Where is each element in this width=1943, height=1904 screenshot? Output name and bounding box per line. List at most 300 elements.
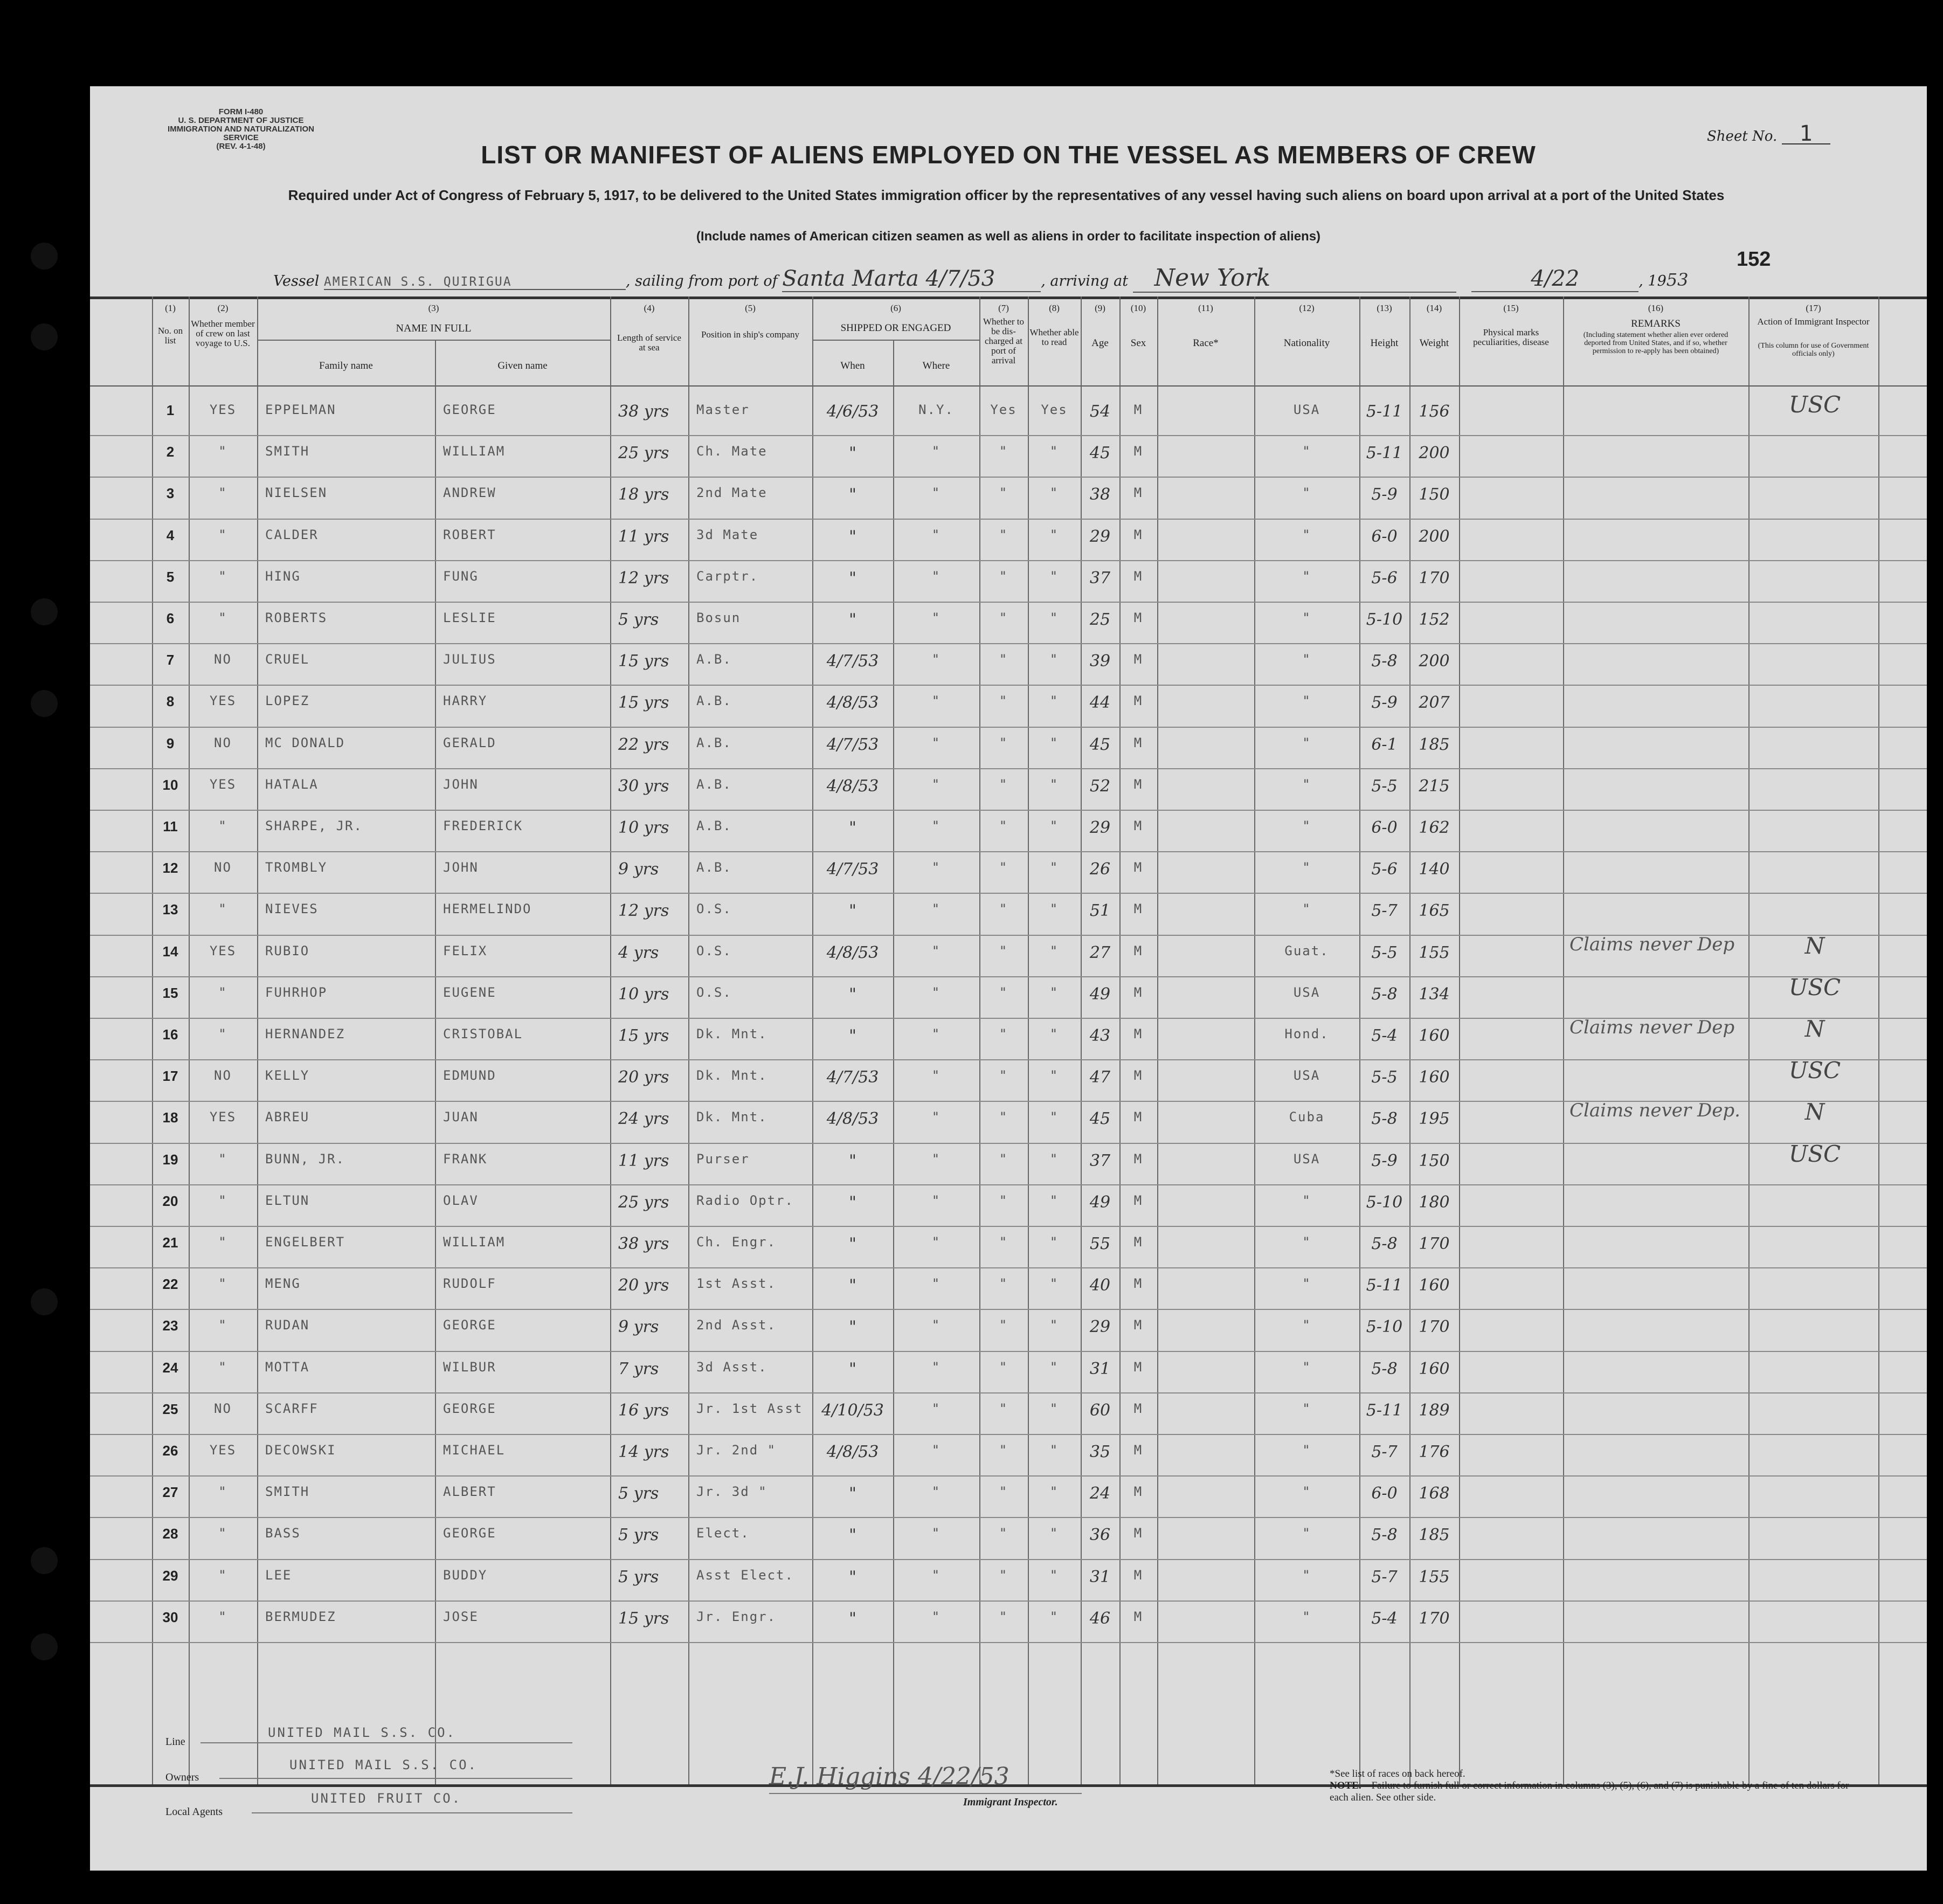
cell-family: NIELSEN [265,485,328,501]
cell-nat: " [1302,568,1311,584]
cell-no: 8 [166,693,175,710]
cell-family: MOTTA [265,1359,310,1375]
cell-height: 6-0 [1371,1484,1398,1503]
cell-no: 17 [162,1068,178,1085]
cell-age: 35 [1089,1443,1111,1461]
header-shipped-engaged: SHIPPED OR ENGAGED [840,322,951,334]
header-nationality: Nationality [1283,337,1330,349]
cell-height: 5-5 [1371,776,1398,796]
page-title: LIST OR MANIFEST OF ALIENS EMPLOYED ON THE VESSEL AS MEMBERS OF CREW [481,141,1536,169]
cell-no: 9 [166,735,175,751]
cell-position: Dk. Mnt. [696,1109,767,1125]
cell-height: 5-8 [1371,1526,1398,1545]
cell-service: 20 yrs [618,1068,669,1087]
cell-sex: M [1133,1526,1143,1541]
cell-action: USC [1788,974,1841,1001]
cell-service: 11 yrs [618,1151,669,1170]
cell-given: MICHAEL [443,1443,506,1458]
cell-disch: " [999,1567,1008,1583]
cell-height: 5-9 [1371,693,1398,713]
cell-when: " [849,1484,856,1503]
column-divider [688,296,689,1784]
arriving-label: , arriving at [1041,273,1129,289]
cell-family: MC DONALD [265,735,345,750]
cell-where: " [931,1068,941,1084]
cell-no: 13 [162,901,178,918]
cell-last: YES [209,1109,237,1125]
col-num-3: (3) [428,303,439,313]
cell-service: 5 yrs [618,610,659,629]
cell-sex: M [1133,568,1143,584]
cell-when: " [849,1192,856,1212]
cell-read: " [1049,1484,1059,1500]
cell-no: 23 [162,1317,178,1334]
cell-read: " [1049,818,1059,833]
cell-where: " [931,1192,941,1208]
cell-when: 4/6/53 [826,402,879,421]
row-rule [90,810,1927,811]
row-rule [90,1642,1927,1643]
cell-when: " [849,1026,856,1045]
cell-given: ANDREW [443,485,496,501]
cell-nat: " [1302,1192,1311,1208]
cell-service: 38 yrs [618,1234,669,1253]
cell-age: 47 [1089,1068,1111,1087]
revision: (REV. 4-1-48) [216,142,266,151]
page-subtitle: Required under Act of Congress of February 5, 1917, to be delivered to the United States immigration officer by the representatives of any vessel having such aliens on board upon arrival at a port of the United States [288,187,1725,203]
cell-age: 31 [1089,1359,1111,1378]
cell-read: " [1049,610,1059,625]
header-length-of-service: Length of service at sea [617,333,681,353]
cell-read: " [1049,735,1059,750]
header-discharged: Whether to be dis-charged at port of arrival [983,316,1024,365]
cell-last: NO [214,860,232,875]
cell-where: " [931,1484,941,1500]
cell-last: YES [209,943,237,958]
cell-disch: " [999,1609,1008,1624]
cell-age: 49 [1089,984,1111,1004]
cell-no: 6 [166,610,175,626]
cell-given: GEORGE [443,1317,496,1333]
col-num-17: (17) [1806,303,1821,313]
cell-weight: 195 [1419,1109,1450,1129]
page-subnote: (Include names of American citizen seamen as well as aliens in order to facilitate inspection of aliens) [696,229,1321,244]
cell-position: O.S. [696,984,732,1000]
header-position: Position in ship's company [701,329,800,340]
cell-sex: M [1133,1026,1143,1041]
cell-last: NO [214,652,232,667]
header-weight: Weight [1419,337,1449,349]
cell-service: 5 yrs [618,1484,659,1503]
cell-service: 18 yrs [618,485,669,505]
cell-when: 4/8/53 [826,776,879,796]
cell-nat: " [1302,1276,1311,1292]
cell-height: 5-8 [1371,984,1398,1004]
row-rule [90,1226,1927,1227]
cell-no: 4 [166,527,175,543]
cell-weight: 165 [1419,901,1450,921]
cell-read: " [1049,1567,1059,1583]
cell-family: RUDAN [265,1317,310,1333]
col-num-5: (5) [745,303,756,313]
header-physical-marks: Physical marks peculiarities, disease [1473,327,1549,347]
cell-service: 15 yrs [618,1026,669,1045]
col-num-1: (1) [165,303,176,313]
cell-nat: " [1302,527,1311,542]
cell-when: 4/7/53 [826,860,879,879]
owners-label: Owners [165,1771,199,1783]
cell-sex: M [1133,527,1143,542]
cell-age: 31 [1089,1567,1111,1586]
row-rule [90,685,1927,686]
cell-given: JUAN [443,1109,479,1125]
header-remarks: REMARKS [1631,318,1681,329]
cell-disch: " [999,444,1008,459]
form-number: FORM I-480 [218,107,264,116]
cell-height: 5-10 [1366,610,1403,629]
cell-last: NO [214,1068,232,1084]
cell-where: " [931,943,941,958]
arriving-at: New York [1133,264,1456,293]
cell-age: 52 [1089,776,1111,796]
cell-sex: M [1133,652,1143,667]
cell-nat: " [1302,485,1311,501]
cell-no: 7 [166,652,175,668]
cell-position: Radio Optr. [696,1192,794,1208]
inspector-label: Immigrant Inspector. [963,1796,1058,1808]
cell-family: ELTUN [265,1192,310,1208]
cell-when: 4/8/53 [826,1109,879,1129]
cell-last: " [218,1234,227,1250]
cell-sex: M [1133,1567,1143,1583]
cell-disch: " [999,1401,1008,1416]
cell-service: 11 yrs [618,527,669,546]
cell-disch: " [999,1192,1008,1208]
cell-sex: M [1133,1192,1143,1208]
punch-hole [31,243,58,270]
department: U. S. DEPARTMENT OF JUSTICE [178,116,304,125]
cell-position: 1st Asst. [696,1276,777,1292]
row-rule [90,1059,1927,1060]
cell-when: " [849,1151,856,1170]
owners-value: UNITED MAIL S.S. CO. [289,1757,478,1772]
cell-nat: USA [1293,984,1320,1000]
row-rule [90,1351,1927,1352]
cell-when: 4/7/53 [826,652,879,671]
cell-position: O.S. [696,901,732,917]
cell-action: N [1804,1099,1825,1126]
cell-height: 6-0 [1371,818,1398,837]
cell-read: " [1049,1359,1059,1375]
cell-where: " [931,527,941,542]
cell-sex: M [1133,984,1143,1000]
arrival-date: 4/22 [1471,266,1638,292]
cell-height: 5-11 [1366,444,1403,463]
header-remarks-note: (Including statement whether alien ever ordered deported from United States, and if so, whether permission to re-apply has been obtained) [1583,331,1728,355]
cell-height: 5-11 [1366,1401,1403,1420]
cell-when: " [849,568,856,588]
cell-when: " [849,1567,856,1586]
cell-last: " [218,1609,227,1624]
cell-disch: " [999,1276,1008,1292]
cell-age: 39 [1089,652,1111,671]
cell-read: " [1049,1443,1059,1458]
cell-given: WILLIAM [443,1234,506,1250]
cell-nat: USA [1293,1151,1320,1167]
cell-age: 60 [1089,1401,1111,1420]
cell-family: RUBIO [265,943,310,958]
cell-read: " [1049,943,1059,958]
cell-position: Ch. Mate [696,444,767,459]
cell-nat: " [1302,1317,1311,1333]
cell-no: 24 [162,1359,178,1376]
header-bottom-rule [90,385,1927,387]
cell-weight: 170 [1419,1609,1450,1628]
cell-height: 5-8 [1371,652,1398,671]
cell-where: " [931,984,941,1000]
cell-disch: " [999,984,1008,1000]
header-sex: Sex [1130,337,1146,349]
cell-sex: M [1133,735,1143,750]
cell-disch: " [999,818,1008,833]
cell-age: 27 [1089,943,1111,962]
cell-weight: 170 [1419,1234,1450,1253]
cell-sex: M [1133,444,1143,459]
cell-family: CALDER [265,527,319,542]
cell-age: 29 [1089,527,1111,546]
arrival-year: 53 [1666,270,1689,290]
cell-sex: M [1133,1317,1143,1333]
cell-action: N [1804,932,1825,959]
cell-service: 10 yrs [618,984,669,1004]
cell-no: 15 [162,984,178,1001]
cell-nat: " [1302,1359,1311,1375]
cell-when: 4/7/53 [826,1068,879,1087]
cell-read: " [1049,901,1059,917]
cell-nat: " [1302,860,1311,875]
cell-read: " [1049,1317,1059,1333]
cell-sex: M [1133,1401,1143,1416]
cell-weight: 162 [1419,818,1450,837]
cell-given: BUDDY [443,1567,488,1583]
cell-where: " [931,693,941,709]
cell-family: KELLY [265,1068,310,1084]
cell-no: 26 [162,1443,178,1459]
cell-given: JOSE [443,1609,479,1624]
cell-action: USC [1788,1057,1841,1084]
cell-where: " [931,1317,941,1333]
cell-height: 5-5 [1371,1068,1398,1087]
cell-age: 40 [1089,1276,1111,1295]
cell-sex: M [1133,1359,1143,1375]
cell-nat: " [1302,1401,1311,1416]
cell-position: Master [696,402,750,417]
header-no-on-list: No. on list [157,326,183,346]
cell-where: N.Y. [918,402,954,417]
cell-age: 29 [1089,1317,1111,1337]
cell-given: GERALD [443,735,496,750]
cell-read: " [1049,1068,1059,1084]
vessel-label: Vessel [273,273,320,289]
stamp-number: 152 [1737,248,1771,271]
fine-note [1330,1780,1869,1804]
cell-where: " [931,776,941,792]
cell-nat: Guat. [1284,943,1329,958]
cell-sex: M [1133,943,1143,958]
cell-weight: 160 [1419,1068,1450,1087]
cell-position: Jr. 3d " [696,1484,767,1500]
cell-position: Ch. Engr. [696,1234,777,1250]
cell-service: 22 yrs [618,735,669,754]
cell-weight: 185 [1419,1526,1450,1545]
cell-height: 5-5 [1371,943,1398,962]
col-num-11: (11) [1198,303,1213,313]
column-divider [1563,296,1564,1784]
cell-weight: 170 [1419,568,1450,588]
col-num-10: (10) [1130,303,1146,313]
cell-disch: " [999,901,1008,917]
cell-given: JULIUS [443,652,496,667]
cell-family: HERNANDEZ [265,1026,345,1041]
cell-sex: M [1133,776,1143,792]
cell-read: " [1049,444,1059,459]
cell-height: 5-8 [1371,1109,1398,1129]
cell-weight: 150 [1419,1151,1450,1170]
cell-position: Jr. Engr. [696,1609,777,1624]
cell-disch: " [999,860,1008,875]
cell-nat: " [1302,652,1311,667]
cell-where: " [931,568,941,584]
cell-when: 4/8/53 [826,1443,879,1461]
cell-service: 25 yrs [618,1192,669,1212]
cell-position: Elect. [696,1526,750,1541]
cell-family: ENGELBERT [265,1234,345,1250]
header-height: Height [1370,337,1399,349]
col-num-16: (16) [1648,303,1664,313]
crew-table [90,296,1927,1806]
cell-no: 12 [162,860,178,877]
row-rule [90,1184,1927,1185]
header-action: Action of Immigrant Inspector [1757,316,1870,327]
cell-no: 22 [162,1276,178,1293]
cell-when: 4/7/53 [826,735,879,754]
cell-age: 38 [1089,485,1111,505]
cell-height: 5-8 [1371,1234,1398,1253]
col-num-7: (7) [998,303,1009,313]
cell-given: JOHN [443,860,479,875]
cell-last: " [218,527,227,542]
cell-where: " [931,1359,941,1375]
cell-disch: " [999,485,1008,501]
cell-sex: M [1133,901,1143,917]
cell-when: " [849,1609,856,1628]
sailing-label: , sailing from port of [625,273,778,289]
cell-read: " [1049,568,1059,584]
cell-given: RUDOLF [443,1276,496,1292]
cell-disch: " [999,1026,1008,1041]
cell-sex: M [1133,1234,1143,1250]
cell-position: Jr. 1st Asst [696,1401,803,1416]
cell-sex: M [1133,402,1143,417]
cell-sex: M [1133,818,1143,833]
col-num-14: (14) [1426,303,1442,313]
cell-age: 37 [1089,1151,1111,1170]
cell-weight: 150 [1419,485,1450,505]
vessel-name: AMERICAN S.S. QUIRIGUA [324,275,626,290]
cell-position: Jr. 2nd " [696,1443,777,1458]
cell-given: GEORGE [443,1526,496,1541]
cell-when: " [849,1317,856,1337]
cell-height: 5-4 [1371,1026,1398,1045]
cell-family: FUHRHOP [265,984,328,1000]
cell-last: NO [214,735,232,750]
cell-position: 3d Mate [696,527,759,542]
cell-where: " [931,1567,941,1583]
cell-age: 36 [1089,1526,1111,1545]
cell-position: A.B. [696,860,732,875]
cell-nat: " [1302,1443,1311,1458]
cell-service: 15 yrs [618,693,669,713]
cell-when: " [849,485,856,505]
cell-where: " [931,610,941,625]
cell-family: SMITH [265,444,310,459]
cell-read: " [1049,485,1059,501]
cell-nat: USA [1293,402,1320,417]
row-rule [90,435,1927,436]
cell-last: " [218,1192,227,1208]
cell-nat: USA [1293,1068,1320,1084]
cell-remarks: Claims never Dep. [1569,1100,1740,1122]
cell-position: A.B. [696,776,732,792]
inspector-signature: E.J. Higgins 4/22/53 [769,1763,1009,1790]
row-rule [90,1143,1927,1144]
cell-position: 2nd Asst. [696,1317,777,1333]
cell-nat: " [1302,1484,1311,1500]
cell-weight: 180 [1419,1192,1450,1212]
cell-no: 10 [162,776,178,793]
cell-age: 54 [1089,402,1111,421]
cell-weight: 155 [1419,1567,1450,1586]
cell-last: " [218,444,227,459]
agents-label: Local Agents [165,1806,223,1818]
cell-remarks: Claims never Dep [1569,1017,1735,1038]
cell-service: 5 yrs [618,1567,659,1586]
row-rule [90,1267,1927,1268]
sheet-number-value: 1 [1782,124,1830,144]
cell-family: BASS [265,1526,301,1541]
cell-position: Asst Elect. [696,1567,794,1583]
cell-where: " [931,1401,941,1416]
cell-sex: M [1133,1609,1143,1624]
cell-height: 5-10 [1366,1192,1403,1212]
cell-family: EPPELMAN [265,402,336,417]
cell-family: SCARFF [265,1401,319,1416]
row-rule [90,1601,1927,1602]
cell-last: " [218,1484,227,1500]
cell-last: " [218,1526,227,1541]
cell-sex: M [1133,1276,1143,1292]
cell-age: 25 [1089,610,1111,629]
cell-position: Carptr. [696,568,759,584]
cell-service: 16 yrs [618,1401,669,1420]
cell-given: FUNG [443,568,479,584]
cell-family: DECOWSKI [265,1443,336,1458]
cell-when: " [849,444,856,463]
cell-weight: 200 [1419,444,1450,463]
cell-height: 5-9 [1371,485,1398,505]
cell-given: EUGENE [443,984,496,1000]
cell-nat: " [1302,901,1311,917]
